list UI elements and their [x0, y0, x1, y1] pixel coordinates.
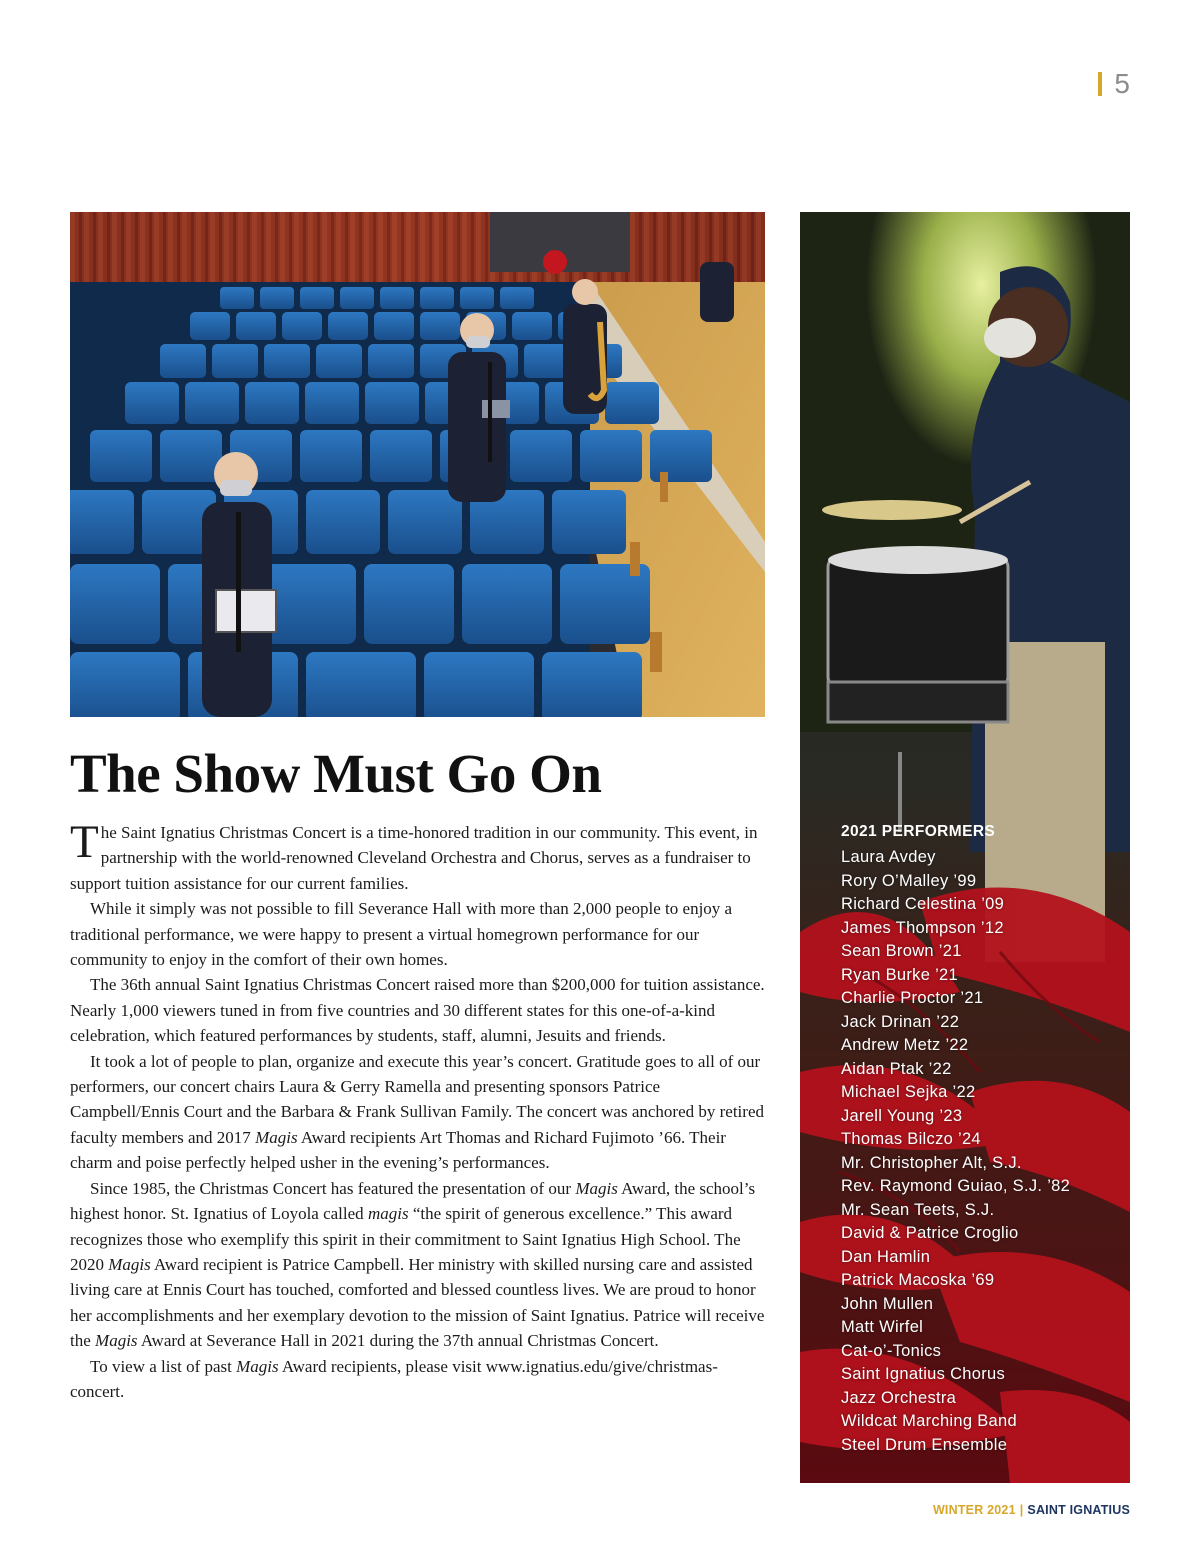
performer-name: Mr. Sean Teets, S.J. [841, 1200, 995, 1219]
performer-name: James Thompson ’12 [841, 918, 1004, 937]
performer-name: Patrick Macoska ’69 [841, 1271, 995, 1289]
performer-name: Cat-o’-Tonics [841, 1341, 942, 1360]
performer-name: Ryan Burke ’21 [841, 965, 959, 984]
article-paragraph: While it simply was not possible to fill Severance Hall with more than 2,000 people to enjoy a traditional performance, we were happy to present a virtual homegrown performance for our community to enjoy in the comfort of their own homes. [70, 899, 733, 970]
performer-name: Dan Hamlin [841, 1247, 931, 1266]
performer-name: Jarell Young ’23 [841, 1106, 963, 1125]
performer-name: Thomas Bilczo ’24 [841, 1130, 981, 1148]
performer-name: Charlie Proctor ’21 [841, 989, 984, 1007]
article-title: The Show Must Go On [70, 743, 602, 804]
performers-heading: 2021 PERFORMERS [841, 823, 996, 840]
performer-name: Sean Brown ’21 [841, 942, 962, 960]
performers-list [841, 822, 1121, 1457]
performer-name: Mr. Christopher Alt, S.J. [841, 1153, 1022, 1172]
performer-name: Steel Drum Ensemble [841, 1435, 1008, 1454]
performer-name: Andrew Metz ’22 [841, 1036, 969, 1054]
auditorium-band-photo [70, 212, 765, 717]
article-body [70, 816, 766, 1404]
footer-separator: | [1019, 1503, 1024, 1517]
performer-name: Jack Drinan ’22 [841, 1012, 960, 1031]
drop-cap: T [70, 816, 99, 868]
article-paragraph: To view a list of past Magis Award recipients, please visit www.ignatius.edu/give/christmas-concert. [70, 1356, 718, 1401]
performer-name: Richard Celestina ’09 [841, 895, 1005, 913]
footer-issue: WINTER 2021 [932, 1503, 1016, 1517]
performer-name: Aidan Ptak ’22 [841, 1059, 952, 1078]
article-paragraph: The 36th annual Saint Ignatius Christmas Concert raised more than $200,000 for tuition assistance. Nearly 1,000 viewers tuned in from five countries and 30 different states for this one-of-a-kind celebration, which featured performances by students, staff, alumni, Jesuits and friends. [70, 975, 765, 1046]
performer-name: Rev. Raymond Guiao, S.J. ’82 [841, 1177, 1071, 1195]
performer-name: Saint Ignatius Chorus [841, 1365, 1006, 1383]
performer-name: Laura Avdey [841, 848, 936, 866]
article-paragraph: The Saint Ignatius Christmas Concert is a time-honored tradition in our community. This event, in partnership with the world-renowned Cleveland Orchestra and Chorus, serves as a fundraiser to support tuition assistance for our current families. [70, 816, 758, 893]
performers-names [841, 846, 1121, 1457]
article-paragraph: Since 1985, the Christmas Concert has featured the presentation of our Magis Award, the school’s highest honor. St. Ignatius of Loyola called magis “the spirit of generous excellence.” This award recognizes those who exemplify this spirit in their commitment to Saint Ignatius High School. The 2020 Magis Award recipient is Patrice Campbell. Her ministry with skilled nursing care and assisted living care at Ennis Court has touched, comforted and blessed countless lives. We are proud to honor her accomplishments and her exemplary devotion to the mission of Saint Ignatius. Patrice will receive the Magis Award at Severance Hall in 2021 during the 37th annual Christmas Concert. [70, 1178, 765, 1351]
performer-name: Wildcat Marching Band [841, 1412, 1017, 1430]
article-paragraph: It took a lot of people to plan, organize and execute this year’s concert. Gratitude goes to all of our performers, our concert chairs Laura & Gerry Ramella and presenting sponsors Patrice Campbell/Ennis Court and the Barbara & Frank Sullivan Family. The concert was anchored by retired faculty members and 2017 Magis Award recipients Art Thomas and Richard Fujimoto ’66. Their charm and poise perfectly helped usher in the evening’s performances. [70, 1051, 764, 1173]
performer-name: David & Patrice Croglio [841, 1224, 1019, 1242]
page-number-rule [1098, 72, 1102, 96]
performer-name: Matt Wirfel [841, 1318, 924, 1336]
performer-name: Rory O’Malley ’99 [841, 871, 977, 890]
page-number [1098, 68, 1130, 100]
page-number-value: 5 [1114, 68, 1130, 99]
footer [933, 1503, 1130, 1517]
performer-name: Jazz Orchestra [841, 1388, 957, 1407]
performer-name: John Mullen [841, 1294, 934, 1313]
footer-brand: SAINT IGNATIUS [1027, 1503, 1130, 1517]
performer-name: Michael Sejka ’22 [841, 1083, 976, 1101]
